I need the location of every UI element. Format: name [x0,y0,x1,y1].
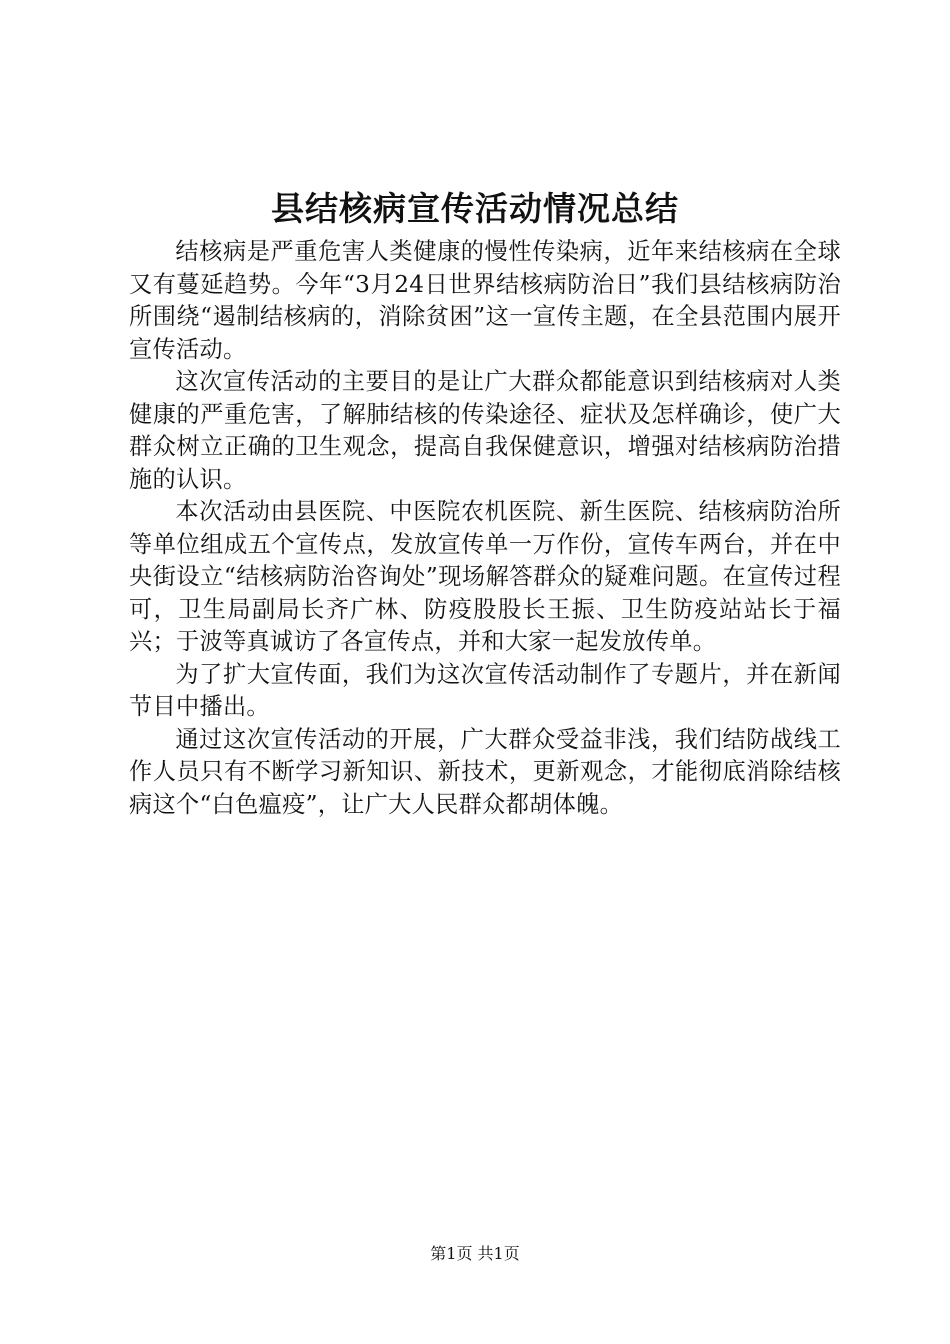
paragraph-2: 这次宣传活动的主要目的是让广大群众都能意识到结核病对人类健康的严重危害，了解肺结核的传染途径、症状及怎样确诊，使广大群众树立正确的卫生观念，提高自我保健意识，增强对结核病防治措施的认识。 [129,368,841,493]
document-title: 县结核病宣传活动情况总结 [271,189,679,228]
paragraph-5: 通过这次宣传活动的开展，广大群众受益非浅，我们结防战线工作人员只有不断学习新知识、新技术，更新观念，才能彻底消除结核病这个“白色瘟疫”，让广大人民群众都胡体魄。 [129,725,841,818]
page-number-footer: 第1页 共1页 [430,1244,520,1263]
paragraph-4: 为了扩大宣传面，我们为这次宣传活动制作了专题片，并在新闻节目中播出。 [129,660,841,720]
paragraph-3: 本次活动由县医院、中医院农机医院、新生医院、结核病防治所等单位组成五个宣传点，发放宣传单一万作份，宣传车两台，并在中央街设立“结核病防治咨询处”现场解答群众的疑难问题。在宣传过程可，卫生局副局长齐广林、防疫股股长王振、卫生防疫站站长于福兴；于波等真诚访了各宣传点，并和大家一起发放传单。 [129,498,841,655]
document-body [129,236,841,821]
paragraph-1: 结核病是严重危害人类健康的慢性传染病，近年来结核病在全球又有蔓延趋势。今年“3月24日世界结核病防治日”我们县结核病防治所围绕“遏制结核病的，消除贫困”这一宣传主题，在全县范围内展开宣传活动。 [129,238,841,363]
